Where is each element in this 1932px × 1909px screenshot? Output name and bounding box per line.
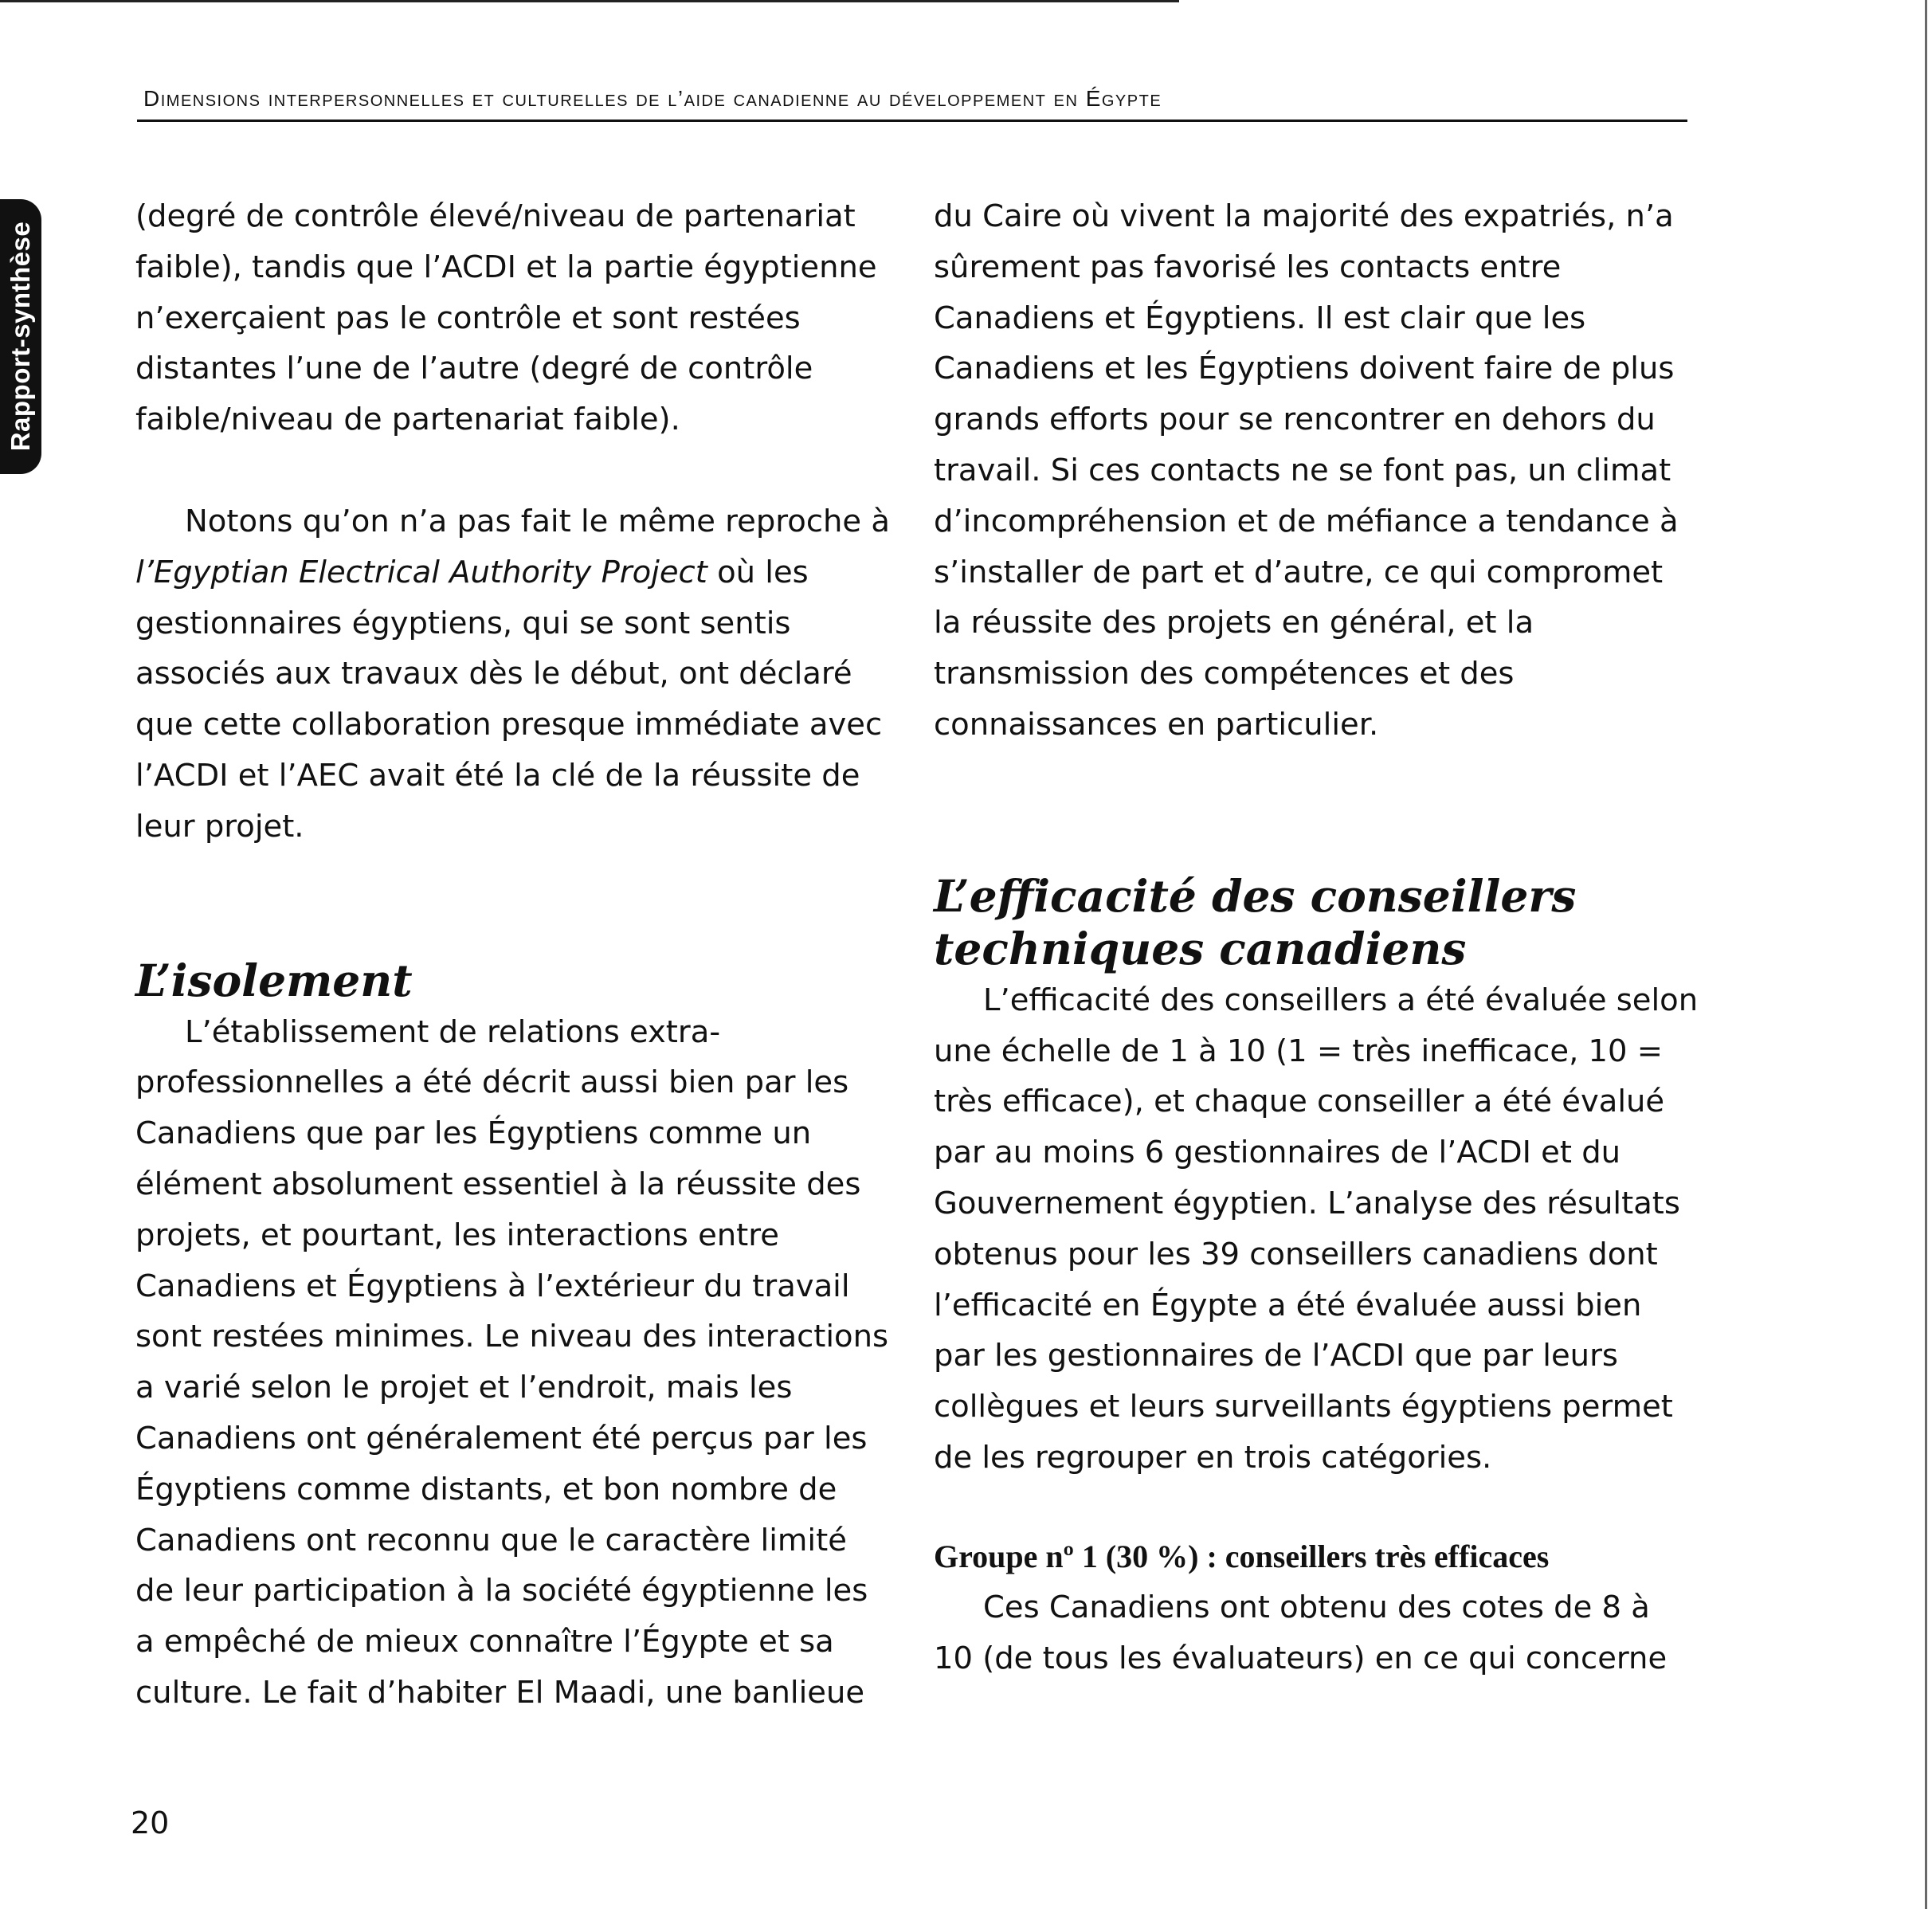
project-name-italic: l’Egyptian Electrical Authority Project — [135, 554, 707, 590]
left-paragraph-2-text-a: Notons qu’on n’a pas fait le même reproche à — [185, 503, 890, 539]
right-edge-rule — [1925, 0, 1927, 1909]
left-paragraph-3: L’établissement de relations extra-professionnelles a été décrit aussi bien par les Canadiens que par les Égyptiens comme un élément absolument essentiel à la réussite des projets, et pourtant, les interactions entre Canadiens et Égyptiens à l’extérieur du travail sont restées minimes. Le niveau des interactions a varié selon le projet et l’endroit, mais les Canadiens ont généralement été perçus par les Égyptiens comme distants, et bon nombre de Canadiens ont reconnu que le caractère limité de leur participation à la société égyptienne les a empêché de mieux connaître l’Égypte et sa culture. Le fait d’habiter El Maadi, une banlieue — [135, 1013, 889, 1711]
left-paragraph-1: (degré de contrôle élevé/niveau de partenariat faible), tandis que l’ACDI et la partie égyptienne n’exerçaient pas le contrôle et sont restées distantes l’une de l’autre (degré de contrôle faible/niveau de partenariat faible). — [135, 198, 877, 438]
left-column — [135, 191, 892, 1719]
heading-efficacite: L’efficacité des conseillers techniques canadiens — [934, 869, 1577, 974]
left-paragraph-2 — [135, 496, 892, 853]
right-paragraph-2: L’efficacité des conseillers a été évaluée selon une échelle de 1 à 10 (1 = très inefficace, 10 = très efficace), et chaque conseiller a été évalué par au moins 6 gestionnaires de l’ACDI et du Gouvernement égyptien. L’analyse des résultats obtenus pour les 39 conseillers canadiens dont l’efficacité en Égypte a été évaluée aussi bien par les gestionnaires de l’ACDI que par leurs collègues et leurs surveillants égyptiens permet de les regrouper en trois catégories. — [934, 982, 1699, 1476]
heading-isolement: L’isolement — [135, 954, 413, 1006]
header-rule — [137, 120, 1687, 122]
top-scan-rule — [0, 0, 1179, 2]
page-number: 20 — [131, 1805, 170, 1840]
right-paragraph-1: du Caire où vivent la majorité des expatriés, n’a sûrement pas favorisé les contacts entre Canadiens et Égyptiens. Il est clair que les Canadiens et les Égyptiens doivent faire de plus grands efforts pour se rencontrer en dehors du travail. Si ces contacts ne se font pas, un climat d’incompréhension et de méfiance a tendance à s’installer de part et d’autre, ce qui compromet la réussite des projets en général, et la transmission des compétences et des connaissances en particulier. — [934, 198, 1679, 743]
right-paragraph-3: Ces Canadiens ont obtenu des cotes de 8 à 10 (de tous les évaluateurs) en ce qui concerne — [934, 1589, 1667, 1676]
running-header: Dimensions interpersonnelles et culturelles de l’aide canadienne au développement en Égypte — [143, 86, 1162, 111]
right-column — [934, 191, 1699, 1684]
left-paragraph-2-text-b: où les gestionnaires égyptiens, qui se sont sentis associés aux travaux dès le début, ont déclaré que cette collaboration presque immédiate avec l’ACDI et l’AEC avait été la clé de la réussite de leur projet. — [135, 554, 883, 845]
subheading-groupe-1: Groupe nº 1 (30 %) : conseillers très efficaces — [934, 1538, 1550, 1574]
side-tab-label: Rapport-synthèse — [6, 221, 35, 452]
